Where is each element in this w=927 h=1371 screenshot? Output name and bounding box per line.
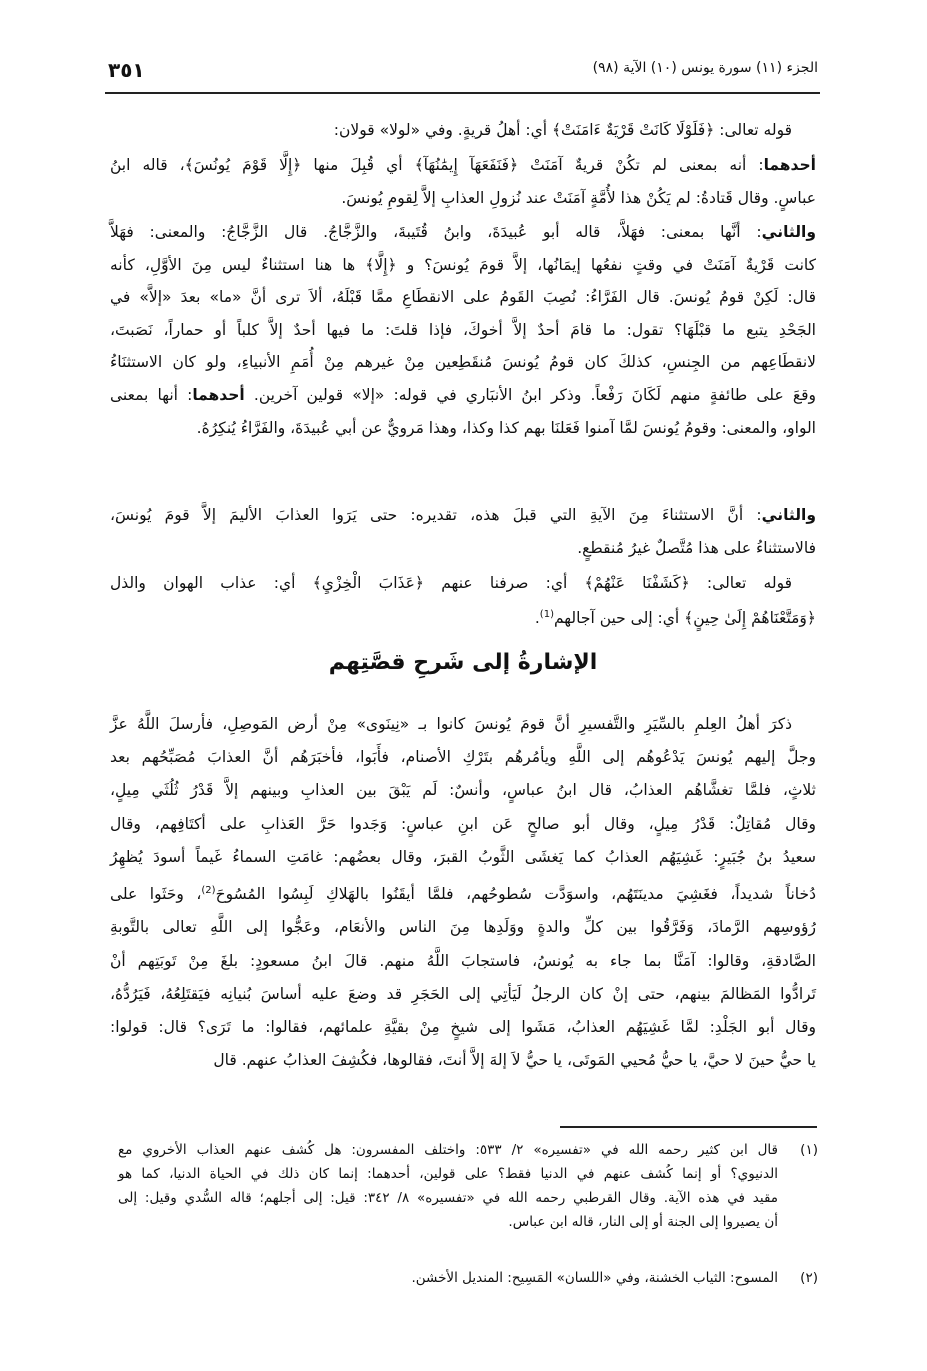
running-title: الجزء (١١) سورة يونس (١٠) الآية (٩٨) [592,60,818,76]
text-run: دُخاناً شديداً، فغَشِيَ مدينَتَهُم، واسوَدَّت سُطوحُهم، فلمَّا أيقَنُوا بالهَلاكِ لَبِسُوا المُسُوحَ [215,885,817,904]
text-line [110,567,816,599]
text-run: : أنها بمعنى [110,385,193,404]
text-run: : أنَّها بمعنى: فهَلاَّ، قاله أبو عُبيدَةَ، وابنُ قُتَيبةَ، والزَّجَّاجُ. قال الزَّجَّاجُ: والمعنى: فهَلاَّ [110,223,762,241]
text-line [110,412,816,445]
text-line [110,1044,816,1077]
footnote-marker: (٢) [800,1270,818,1286]
text-line [110,774,816,807]
verse-comment-1 [110,114,816,147]
footnote-ref: (1) [539,609,554,620]
footnote [118,1138,818,1234]
text-run: قوله تعالى: ﴿كَشَفْنَا عَنْهُمْ﴾ أي: صرفنا عنهم ﴿عَذَابَ الْخِزْيِ﴾ أي: عذاب الهوان والذل [110,574,792,592]
bold-lead: والثاني [761,223,816,241]
header-rule [105,92,820,94]
footnote-marker: (١) [800,1142,818,1158]
text-run: رُؤوسِهم الرَّمادَ، وَفَرَّقُوا بين كلِّ والدةٍ ووَلَدِها مِنَ الناس والأنعَام، وعَجُّوا إلى اللَّهِ تعالى بالتَّوبةِ [110,918,816,937]
text-run: وقعَ على طائفةٍ منهم لَكَانَ رَفْعاً. وذكر ابنُ الأنبَاري في قوله: «إلا» قولين آخرين. [244,385,816,404]
text-run: لانقطَاعِهم من الجِنسِ، كذلكَ كان قومُ يُونسَ مُنقَطِعين مِنْ غيرهم مِنْ أُمَمِ الأنبياءِ، ولو كان الاستثنَاءُ [110,353,816,372]
text-line [110,708,816,741]
text-run: فالاستثناءُ على هذا مُتَّصلٌ غيرُ مُنقطعٍ. [577,539,816,557]
text-line [110,182,816,215]
text-line [110,945,816,978]
footnote-ref: (2) [201,885,216,897]
text-run: الجَحْدِ يتبع ما قبْلَهَا؟ تقول: ما قامَ أحدٌ إلاَّ أخوكَ، فإذا قلتَ: ما فيها أحدٌ إلاَّ كلباً أو حماراً، نَصَبتَ، [110,320,816,339]
text-line [110,1011,816,1044]
text-line [110,599,816,634]
bold-lead: أحدهما [192,385,245,404]
text-line [110,346,816,379]
second-opinion [110,216,816,444]
text-line [110,499,816,532]
footnote-line: أن يصيروا إلى الجنة أو إلى النار، قاله ابن عباس. [508,1214,778,1230]
running-header [108,58,818,84]
footnote-line: مقيد في هذه الآية. وقال القرطبي رحمه الله في «تفسيره» ٨/ ٣٤٢: قيل: إلى أجلهم؛ قاله السُّدي وقيل: إلى [118,1190,778,1206]
page-number: ٣٥١ [108,58,145,82]
text-line [110,249,816,282]
text-run: ثلاثٍ، فلمَّا تغشَّاهُم العذابُ، قال ابنُ عباسٍ، وأنسٌ: لَم يَبْقَ بين العذابِ وبينهم إلاَّ قَدْرُ ثُلُثَي مِيلٍ، [110,781,816,800]
second-opinion-alt [110,499,816,565]
text-line [110,379,816,412]
story-paragraph [110,708,816,1077]
footnote-line: الدنيوي؟ أو إنما كُشف عنهم في الدنيا فقط؟ على قولين، أحدهما: إنما كان ذلك في الحياة الدنيا، كما هو [118,1166,778,1182]
text-run: وقال مُقاتِلٌ: قَدْرُ مِيلٍ، وقال أبو صالحٍ عَن ابنِ عباسٍ: وَجَدوا حَرَّ العَذابِ على أكتَافِهم، وقال [110,814,816,833]
text-run: : أنَّ الاستثناءَ مِنَ الآيةِ التي قبلَ هذه، تقديره: حتى يَرَوا العذابَ الأليمَ إلاَّ قومَ يُونسَ، [110,506,762,524]
bold-lead: والثاني [761,506,816,524]
text-run: وقال أبو الجَلْدِ: لمَّا غَشِيَهُم العذابُ، مَشَوا إلى شيخٍ مِنْ بقيَّةِ علمائهم، فقالوا: ما تَرَى؟ قال: قولوا: [110,1017,816,1036]
text-line [110,149,816,182]
text-run: الصَّادقةِ، وقالوا: آمَنَّا بما جاء به يُونسُ، فاستجابَ اللَّهُ منهم. قالَ ابنُ مسعودٍ: بلغَ مِنْ تَوبَتِهم أنْ [110,951,816,970]
text-run: : أنه بمعنى لم تكُنْ قريةٌ آمَنَتْ ﴿فَنَفَعَهَآ إِيمَٰنُهَآ﴾ أي قُبِلَ منها ﴿إِلَّا قَوْمَ يُونُسَ﴾، قاله ابنُ [110,156,764,174]
text-run: يا حيُّ حينَ لا حيَّ، يا حيُّ مُحيي المَوتَى، يا حيُّ لاَ إلهَ إلاَّ أنتَ، فقالوها، فكُشِفَ العذابُ عنهم. قال [213,1051,816,1070]
verse-comment-2 [110,567,816,634]
text-run: ﴿وَمَتَّعْنَاهُمْ إِلَىٰ حِينٍ﴾ أي: إلى حين آجالهم [553,609,816,628]
text-run: قوله تعالى: ﴿فَلَوْلَا كَانَتْ قَرْيَةٌ ءَامَنَتْ﴾ أي: أهلُ قريةٍ. وفي «لولا» قولان: [333,121,792,139]
text-line [110,114,816,147]
text-run: ذكرَ أهلُ العِلمِ بالسِّيَرِ والتَّفسيرِ أنَّ قومَ يُونسَ كانوا بـ «نِينَوى» مِنْ أرض المَوصِلِ، فأرسلَ اللَّهُ عزَّ [110,715,792,733]
text-line [110,874,816,911]
text-run: ، وحَثَوا على [110,885,202,904]
footnote-rule [560,1126,817,1128]
section-heading: الإشارةُ إلى شَرحِ قصَّتِهم [328,650,598,675]
footnote-line: المسوح: الثياب الخشنة، وفي «اللسان» المَسِيح: المنديل الأخشن. [411,1270,778,1286]
text-run: قال: لَكِنْ قومُ يُونسَ. قال الفَرَّاءُ: نُصِبَ القَومُ على الانقطَاعِ ممَّا قَبْلَهُ، ألاَ ترى أنَّ «ما» بعدَ «إلاَّ» في [110,288,816,307]
text-line [110,978,816,1011]
bold-lead: أحدهما [763,156,816,174]
text-line [110,808,816,841]
text-run: الواو، والمعنى: وقومُ يُونسَ لمَّا آمنوا فَعَلنَا بهم كذا وكذا، وهذا مَرويٌّ عن أبي عُبيدَةَ، والفَرَّاءُ يُنكِرُهُ. [196,418,816,437]
text-run: . [534,609,540,628]
text-line [110,216,816,249]
text-line [110,741,816,774]
text-run: تَرادُّوا المَظالمَ بينهم، حتى إنْ كان الرجلُ لَيَأتِي إلى الحَجَرِ قد وضعَ عليه أساسَ بُنيانِه فيَقتَلِعُهُ، فَيَرُدُّهُ، [110,984,816,1003]
text-line [110,911,816,944]
text-run: كانت قَرْيةٌ آمَنَتْ في وقتٍ نفعُها إيمَانُها، إلاَّ قومَ يُونسَ؟ و ﴿إِلَّا﴾ ها هنا استثناءٌ ليس مِنَ الأوَّلِ، كأنه [110,255,816,274]
text-line [110,841,816,874]
footnote [118,1266,818,1290]
text-line [110,281,816,314]
first-opinion [110,149,816,215]
text-run: سعيدُ بنُ جُبَيرٍ: غَشِيَهُم العذابُ كما يَغشَى الثَّوبُ القبرَ، وقال بعضُهم: غامَتِ السماءُ غَيماً أسودَ يُظهِرُ [110,847,816,866]
text-run: عباسٍ. وقال قَتادةُ: لم يَكُنْ هذا لأُمَّةٍ آمَنَتْ عند نُزولِ العذابِ إلاَّ لِقومِ يُونسَ. [341,189,816,207]
text-line [110,532,816,565]
text-line [110,314,816,347]
footnote-line: قال ابن كثير رحمه الله في «تفسيره» ٢/ ٥٣٣: واختلف المفسرون: هل كُشف عنهم العذاب الأخروي مع [118,1142,778,1158]
text-run: وجلَّ إليهم يُونسَ يَدْعُوهُم إلى اللَّهِ ويأمُرهُم بتَرْكِ الأصنام، فأَبَوا، فأخبَرَهُم أنَّ العذابَ مُصَبِّحُهم بعد [110,748,816,767]
